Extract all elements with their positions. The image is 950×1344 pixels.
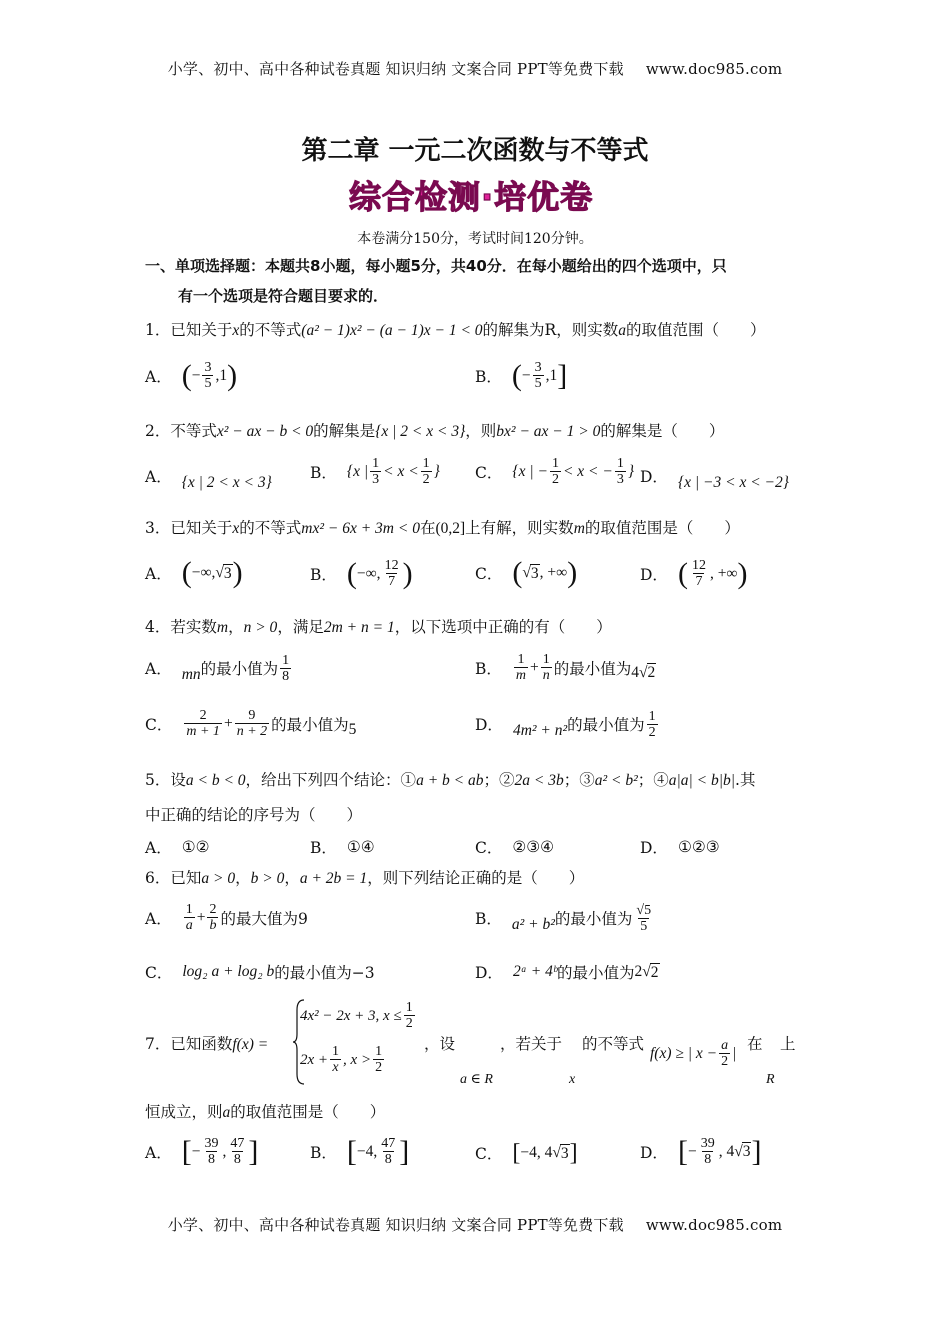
- question-7-text-1: ，设: [424, 1035, 456, 1053]
- q4-option-c[interactable]: C． $\frac{2}{m + 1}$ + $\frac{9}{n + 2}$ 的最小值为 5: [145, 708, 357, 739]
- q6-option-a[interactable]: A． $\frac{1}{a}$ + $\frac{2}{b}$ 的最大值为9: [145, 902, 308, 933]
- question-5-line2: 中正确的结论的序号为（ ）: [145, 806, 363, 824]
- q7-option-d[interactable]: D． [ − $\frac{39}{8}$ , 4 √ 3 ]: [640, 1134, 762, 1168]
- header-url[interactable]: www.doc985.com: [645, 60, 783, 78]
- q6-option-b[interactable]: B． a² + b² 的最小值为 $\frac{√5}{5}$: [475, 902, 652, 934]
- q7-option-b[interactable]: B． [ −4, $\frac{47}{8}$ ]: [310, 1134, 410, 1168]
- q1-option-a[interactable]: A． ( − $\frac{3}{5}$ ,1 ): [145, 358, 238, 392]
- footer-url[interactable]: www.doc985.com: [645, 1216, 783, 1234]
- section1-line1: 一、单项选择题：本题共8小题，每小题5分，共40分．在每小题给出的四个选项中，只: [145, 257, 727, 275]
- page-header: [0, 58, 950, 79]
- section1-line2: 有一个选项是符合题目要求的．: [178, 287, 389, 305]
- question-1: 1．已知关于x的不等式(a² − 1)x² − (a − 1)x − 1 < 0的解集为R，则实数a的取值范围（ ）: [145, 321, 766, 339]
- question-2: 2．不等式x² − ax − b < 0的解集是{x | 2 < x < 3}，则bx² − ax − 1 > 0的解集是（ ）: [145, 422, 725, 440]
- q3-option-c[interactable]: C． ( √ 3 , +∞ ): [475, 556, 578, 589]
- q3-option-a[interactable]: A． ( −∞, √ 3 ): [145, 556, 243, 589]
- q2-option-d[interactable]: D． {x | −3 < x < −2}: [640, 468, 789, 491]
- q7-option-a[interactable]: A． [ − $\frac{39}{8}$ , $\frac{47}{8}$ ]: [145, 1134, 259, 1168]
- question-7-text-2: ，若关于: [500, 1035, 563, 1053]
- q4-option-a[interactable]: A． mn 的最小值为 $\frac{1}{8}$: [145, 652, 290, 684]
- question-7-text-5: 上: [780, 1035, 796, 1053]
- q1-option-b[interactable]: B． ( − $\frac{3}{5}$ ,1 ]: [475, 358, 568, 392]
- exam-subtitle: 本卷满分150分，考试时间120分钟。: [357, 231, 593, 247]
- q2-option-b[interactable]: B． {x | $\frac{1}{3}$ < x < $\frac{1}{2}$ }: [310, 456, 440, 487]
- q7-case-1: 4x² − 2x + 3, x ≤ $\frac{1}{2}$: [300, 1000, 413, 1031]
- q4-option-b[interactable]: B． $\frac{1}{m}$ + $\frac{1}{n}$ 的最小值为 4 √ 2: [475, 652, 656, 683]
- q5-option-d[interactable]: D． ①②③: [640, 838, 720, 857]
- question-6: 6．已知a > 0，b > 0，a + 2b = 1，则下列结论正确的是（ ）: [145, 869, 585, 887]
- chapter-title: 第二章 一元二次函数与不等式: [301, 136, 649, 166]
- q6-option-d[interactable]: D． 2ᵃ + 4ᵇ 的最小值为 2 √ 2: [475, 963, 659, 982]
- q7-piecewise-function: [292, 998, 432, 1086]
- question-5: 5．设a < b < 0，给出下列四个结论：①a + b < ab；②2a < 3b；③a² < b²；④a|a| < b|b|.其: [145, 771, 756, 789]
- header-text: 小学、初中、高中各种试卷真题 知识归纳 文案合同 PPT等免费下载: [167, 60, 624, 78]
- question-3: 3．已知关于x的不等式mx² − 6x + 3m < 0在(0,2]上有解，则实数m的取值范围是（ ）: [145, 519, 740, 537]
- q2-option-a[interactable]: A． {x | 2 < x < 3}: [145, 468, 272, 491]
- q4-option-d[interactable]: D． 4m² + n² 的最小值为 $\frac{1}{2}$: [475, 708, 656, 740]
- q5-option-c[interactable]: C． ②③④: [475, 838, 555, 857]
- q7-case-2: 2x + $\frac{1}{x}$ , x > $\frac{1}{2}$: [300, 1044, 383, 1075]
- q5-option-a[interactable]: A． ①②: [145, 838, 210, 857]
- q3-option-b[interactable]: B． ( −∞, $\frac{12}{7}$ ): [310, 556, 413, 590]
- q2-option-c[interactable]: C． {x | − $\frac{1}{2}$ < x < − $\frac{1}{3}$ }: [475, 456, 635, 487]
- q5-option-b[interactable]: B． ①④: [310, 838, 375, 857]
- question-7-text-4: 在: [747, 1035, 763, 1053]
- q3-option-d[interactable]: D． ( $\frac{12}{7}$ , +∞ ): [640, 556, 748, 590]
- banner-text: 综合检测·培优卷: [349, 178, 594, 216]
- page-footer: [0, 1214, 950, 1235]
- banner-logo: [343, 174, 615, 218]
- q7-a-in-r: a ∈ R: [460, 1072, 493, 1087]
- question-7-text-3: 的不等式: [582, 1035, 645, 1053]
- question-7-lead: 7．已知函数f(x) =: [145, 1035, 269, 1053]
- question-7-line2: 恒成立，则a的取值范围是（ ）: [145, 1103, 386, 1121]
- question-4: 4．若实数m，n > 0，满足2m + n = 1，以下选项中正确的有（ ）: [145, 618, 612, 636]
- q7-option-c[interactable]: C． [ −4, 4 √ 3 ]: [475, 1140, 578, 1166]
- q1-expression: (a² − 1)x² − (a − 1)x − 1 < 0: [301, 322, 483, 339]
- footer-text: 小学、初中、高中各种试卷真题 知识归纳 文案合同 PPT等免费下载: [167, 1216, 624, 1234]
- q6-option-c[interactable]: C． log₂ a + log₂ b 的最小值为−3: [145, 963, 375, 982]
- q7-r: R: [766, 1072, 775, 1087]
- q7-inequality: f(x) ≥ | x − $\frac{a}{2}$ |: [650, 1038, 737, 1069]
- q7-x-var: x: [569, 1072, 576, 1087]
